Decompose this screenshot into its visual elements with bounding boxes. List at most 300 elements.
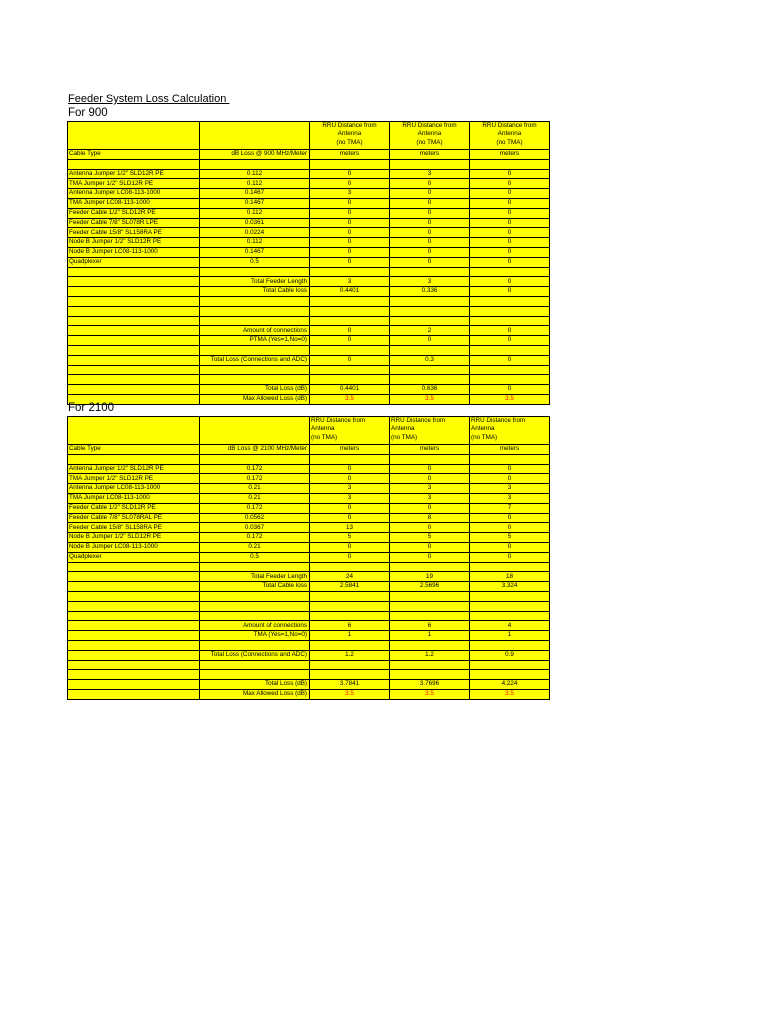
table-row [68, 611, 550, 621]
table-row [68, 189, 550, 199]
value-cell: 3 [470, 484, 550, 494]
value-cell: 0 [470, 247, 550, 257]
table-row [68, 454, 550, 464]
empty-cell [390, 316, 470, 326]
unit-header: meters [470, 445, 550, 455]
table-row [68, 650, 550, 660]
value-cell: 0 [310, 228, 390, 238]
header-line: RRU Distance from [311, 417, 366, 424]
table-row [68, 150, 550, 160]
empty-cell [68, 122, 200, 150]
loss-per-meter-header: dB Loss @ 900 MHz/Meter [200, 150, 310, 160]
row-label: TMA (Yes=1,No=0) [200, 631, 310, 641]
value-cell: 0.3 [390, 355, 470, 365]
empty-cell [68, 355, 200, 365]
empty-cell [310, 454, 390, 464]
value-cell: 5 [390, 533, 470, 543]
cable-name: Antenna Jumper LC08-113-1000 [68, 189, 200, 199]
value-cell: 0 [310, 179, 390, 189]
value-cell: 3.5 [310, 394, 390, 404]
table-row [68, 582, 550, 592]
row-label: Max Allowed Loss (dB) [200, 394, 310, 404]
value-cell: 3 [470, 493, 550, 503]
value-cell: 0 [390, 228, 470, 238]
empty-cell [200, 159, 310, 169]
cable-name: Feeder Cable 1/2" SLD12R PE [68, 503, 200, 513]
empty-cell [470, 454, 550, 464]
table-row [68, 267, 550, 277]
cable-loss: 0.112 [200, 179, 310, 189]
empty-cell [470, 345, 550, 355]
header-line: Antenna [417, 130, 442, 138]
row-label: Total Loss (dB) [200, 385, 310, 395]
table-row [68, 503, 550, 513]
value-cell: 0.336 [390, 287, 470, 297]
cable-name: TMA Jumper 1/2" SLD12R PE [68, 474, 200, 484]
header-line: RRU Distance from [402, 122, 457, 129]
value-cell: 3 [390, 277, 470, 287]
value-cell: 1 [390, 631, 470, 641]
value-cell: 6 [390, 621, 470, 631]
table-row [68, 689, 550, 699]
cable-loss: 0.21 [200, 484, 310, 494]
section-title-2100: For 2100 [68, 402, 115, 414]
empty-cell [390, 670, 470, 680]
unit-header: meters [310, 445, 390, 455]
empty-cell [200, 562, 310, 572]
value-cell: 0 [390, 474, 470, 484]
empty-cell [68, 621, 200, 631]
row-label: Total Cable loss [200, 582, 310, 592]
value-cell: 0 [310, 513, 390, 523]
empty-cell [390, 591, 470, 601]
empty-cell [68, 296, 200, 306]
value-cell: 5 [470, 533, 550, 543]
table-row [68, 228, 550, 238]
empty-cell [390, 306, 470, 316]
value-cell: 0 [470, 523, 550, 533]
value-cell: 0.4401 [310, 385, 390, 395]
value-cell: 3.5 [470, 394, 550, 404]
value-cell: 0 [310, 326, 390, 336]
empty-cell [200, 670, 310, 680]
cable-name: Feeder Cable 7/8" SL078R LPE [68, 218, 200, 228]
empty-cell [68, 277, 200, 287]
table-row [68, 640, 550, 650]
empty-cell [68, 316, 200, 326]
table-row [68, 208, 550, 218]
section-title-900: For 900 [68, 107, 108, 119]
value-cell: 0 [470, 208, 550, 218]
unit-header: meters [390, 150, 470, 160]
value-cell: 1 [470, 631, 550, 641]
column-header [310, 122, 390, 150]
empty-cell [310, 375, 390, 385]
table-row [68, 277, 550, 287]
cable-loss: 0.112 [200, 238, 310, 248]
table-row [68, 159, 550, 169]
value-cell: 24 [310, 572, 390, 582]
value-cell: 0 [470, 169, 550, 179]
table-row [68, 680, 550, 690]
empty-cell [390, 640, 470, 650]
value-cell: 13 [310, 523, 390, 533]
column-header [390, 122, 470, 150]
value-cell: 0 [310, 336, 390, 346]
table-row [68, 474, 550, 484]
empty-cell [68, 591, 200, 601]
value-cell: 0 [470, 552, 550, 562]
value-cell: 0 [310, 542, 390, 552]
empty-cell [68, 417, 200, 445]
value-cell: 3.5 [470, 689, 550, 699]
header-line: (no TMA) [336, 138, 363, 146]
value-cell: 6 [310, 621, 390, 631]
cable-loss: 0.112 [200, 208, 310, 218]
value-cell: 5 [310, 533, 390, 543]
value-cell: 3.324 [470, 582, 550, 592]
empty-cell [470, 562, 550, 572]
empty-cell [68, 454, 200, 464]
table-row [68, 169, 550, 179]
empty-cell [470, 296, 550, 306]
loss-table-900 [67, 121, 550, 405]
value-cell: 0 [470, 198, 550, 208]
value-cell: 0 [390, 336, 470, 346]
value-cell: 0 [310, 247, 390, 257]
table-row [68, 631, 550, 641]
empty-cell [68, 601, 200, 611]
value-cell: 1.2 [390, 650, 470, 660]
table-row [68, 533, 550, 543]
empty-cell [390, 454, 470, 464]
table-row [68, 122, 550, 150]
cable-name: Node B Jumper 1/2" SLD12R PE [68, 533, 200, 543]
value-cell: 0 [390, 523, 470, 533]
empty-cell [200, 640, 310, 650]
unit-header: meters [310, 150, 390, 160]
cable-loss: 0.172 [200, 464, 310, 474]
empty-cell [200, 296, 310, 306]
empty-cell [200, 454, 310, 464]
value-cell: 18 [470, 572, 550, 582]
empty-cell [68, 267, 200, 277]
header-line: (no TMA) [496, 138, 523, 146]
header-line: RRU Distance from [391, 417, 446, 424]
value-cell: 3.7696 [390, 680, 470, 690]
table-row [68, 316, 550, 326]
header-line: Antenna [337, 130, 362, 138]
cable-name: Antenna Jumper 1/2" SLD12R PE [68, 464, 200, 474]
table-row [68, 218, 550, 228]
value-cell: 0 [310, 503, 390, 513]
empty-cell [470, 611, 550, 621]
empty-cell [470, 365, 550, 375]
empty-cell [68, 306, 200, 316]
row-label: Total Cable loss [200, 287, 310, 297]
value-cell: 0 [470, 257, 550, 267]
value-cell: 4 [470, 621, 550, 631]
table-row [68, 179, 550, 189]
empty-cell [310, 159, 390, 169]
cable-loss: 0.1467 [200, 189, 310, 199]
cable-loss: 0.0361 [200, 218, 310, 228]
header-line: Antenna [471, 425, 495, 433]
cable-name: Quadplexer [68, 552, 200, 562]
empty-cell [310, 670, 390, 680]
cable-loss: 0.0562 [200, 513, 310, 523]
value-cell: 0 [470, 189, 550, 199]
empty-cell [200, 660, 310, 670]
value-cell: 0 [470, 238, 550, 248]
cable-loss: 0.0367 [200, 523, 310, 533]
value-cell: 0 [390, 218, 470, 228]
empty-cell [310, 316, 390, 326]
empty-cell [310, 640, 390, 650]
empty-cell [68, 680, 200, 690]
value-cell: 0 [310, 552, 390, 562]
value-cell: 0 [310, 464, 390, 474]
table-row [68, 238, 550, 248]
empty-cell [200, 122, 310, 150]
value-cell: 3.7841 [310, 680, 390, 690]
value-cell: 0 [390, 542, 470, 552]
value-cell: 0 [470, 385, 550, 395]
empty-cell [68, 385, 200, 395]
value-cell: 0 [470, 542, 550, 552]
cable-name: Node B Jumper 1/2" SLD12R PE [68, 238, 200, 248]
row-label: Amount of connections [200, 326, 310, 336]
empty-cell [470, 375, 550, 385]
unit-header: meters [390, 445, 470, 455]
value-cell: 2.5841 [310, 582, 390, 592]
cable-loss: 0.172 [200, 503, 310, 513]
cable-name: Feeder Cable 1/2" SLD12R PE [68, 208, 200, 218]
empty-cell [470, 306, 550, 316]
column-header [470, 122, 550, 150]
empty-cell [470, 159, 550, 169]
header-line: Antenna [497, 130, 522, 138]
table-row [68, 572, 550, 582]
value-cell: 0.636 [390, 385, 470, 395]
value-cell: 2.5696 [390, 582, 470, 592]
table-row [68, 542, 550, 552]
empty-cell [200, 601, 310, 611]
value-cell: 4.224 [470, 680, 550, 690]
empty-cell [390, 660, 470, 670]
value-cell: 3.5 [390, 689, 470, 699]
empty-cell [68, 631, 200, 641]
table-row [68, 385, 550, 395]
empty-cell [390, 159, 470, 169]
value-cell: 0 [470, 464, 550, 474]
value-cell: 0 [390, 189, 470, 199]
value-cell: 8 [390, 513, 470, 523]
table-row [68, 621, 550, 631]
table-row [68, 355, 550, 365]
empty-cell [68, 375, 200, 385]
empty-cell [200, 306, 310, 316]
value-cell: 0 [470, 326, 550, 336]
empty-cell [310, 296, 390, 306]
empty-cell [200, 345, 310, 355]
value-cell: 0 [390, 179, 470, 189]
empty-cell [470, 601, 550, 611]
empty-cell [68, 670, 200, 680]
table-row [68, 365, 550, 375]
unit-header: meters [470, 150, 550, 160]
empty-cell [310, 267, 390, 277]
empty-cell [310, 601, 390, 611]
table-row [68, 198, 550, 208]
table-row [68, 591, 550, 601]
empty-cell [200, 611, 310, 621]
empty-cell [390, 562, 470, 572]
row-label: Total Loss (Connections and ADC) [200, 355, 310, 365]
value-cell: 0 [470, 287, 550, 297]
cable-type-header: Cable Type [68, 150, 200, 160]
column-header [310, 417, 390, 445]
table-row [68, 601, 550, 611]
cable-loss: 0.5 [200, 552, 310, 562]
header-line: (no TMA) [471, 433, 498, 441]
table-row [68, 326, 550, 336]
cable-name: TMA Jumper LC08-113-1000 [68, 198, 200, 208]
value-cell: 0 [310, 474, 390, 484]
table-row [68, 493, 550, 503]
value-cell: 2 [390, 326, 470, 336]
header-line: Antenna [391, 425, 415, 433]
table-row [68, 445, 550, 455]
empty-cell [470, 640, 550, 650]
value-cell: 0 [310, 355, 390, 365]
value-cell: 0 [470, 218, 550, 228]
empty-cell [390, 611, 470, 621]
empty-cell [68, 562, 200, 572]
empty-cell [68, 640, 200, 650]
value-cell: 0 [310, 169, 390, 179]
header-line: (no TMA) [391, 433, 418, 441]
value-cell: 0 [470, 513, 550, 523]
cable-name: Feeder Cable 7/8" SL078RAL PE [68, 513, 200, 523]
empty-cell [200, 267, 310, 277]
document-title: Feeder System Loss Calculation [68, 93, 230, 105]
table-row [68, 484, 550, 494]
value-cell: 0 [390, 208, 470, 218]
value-cell: 3.5 [390, 394, 470, 404]
row-label: Total Feeder Length [200, 572, 310, 582]
value-cell: 7 [470, 503, 550, 513]
table-row [68, 552, 550, 562]
row-label: Total Loss (dB) [200, 680, 310, 690]
empty-cell [68, 336, 200, 346]
empty-cell [390, 375, 470, 385]
column-header [390, 417, 470, 445]
value-cell: 0 [390, 257, 470, 267]
table-row [68, 523, 550, 533]
empty-cell [390, 601, 470, 611]
cable-name: Quadplexer [68, 257, 200, 267]
cable-loss: 0.21 [200, 542, 310, 552]
value-cell: 0.4401 [310, 287, 390, 297]
empty-cell [470, 660, 550, 670]
column-header [470, 417, 550, 445]
header-line: Antenna [311, 425, 335, 433]
cable-type-header: Cable Type [68, 445, 200, 455]
cable-loss: 0.21 [200, 493, 310, 503]
cable-name: Antenna Jumper 1/2" SLD12R PE [68, 169, 200, 179]
value-cell: 3 [390, 169, 470, 179]
empty-cell [68, 287, 200, 297]
header-line: RRU Distance from [322, 122, 377, 129]
empty-cell [68, 689, 200, 699]
empty-cell [68, 582, 200, 592]
value-cell: 0 [390, 238, 470, 248]
loss-per-meter-header: dB Loss @ 2100 MHz/Meter [200, 445, 310, 455]
empty-cell [390, 296, 470, 306]
empty-cell [310, 562, 390, 572]
cable-loss: 0.1467 [200, 247, 310, 257]
table-row [68, 464, 550, 474]
empty-cell [470, 670, 550, 680]
empty-cell [68, 650, 200, 660]
value-cell: 3 [310, 277, 390, 287]
empty-cell [310, 306, 390, 316]
cable-name: Antenna Jumper LC08-113-1000 [68, 484, 200, 494]
table-row [68, 375, 550, 385]
empty-cell [390, 365, 470, 375]
row-label: PTMA (Yes=1,No=0) [200, 336, 310, 346]
value-cell: 3 [310, 493, 390, 503]
cable-name: TMA Jumper LC08-113-1000 [68, 493, 200, 503]
empty-cell [200, 417, 310, 445]
empty-cell [390, 267, 470, 277]
empty-cell [470, 591, 550, 601]
empty-cell [200, 591, 310, 601]
value-cell: 0 [470, 277, 550, 287]
value-cell: 0 [470, 336, 550, 346]
value-cell: 0 [310, 198, 390, 208]
value-cell: 0 [310, 218, 390, 228]
cable-name: Feeder Cable 15/8" SL158RA PE [68, 228, 200, 238]
cable-loss: 0.172 [200, 474, 310, 484]
cable-loss: 0.112 [200, 169, 310, 179]
table-row [68, 257, 550, 267]
cable-name: Feeder Cable 15/8" SL158RA PE [68, 523, 200, 533]
empty-cell [200, 316, 310, 326]
value-cell: 0 [310, 257, 390, 267]
table-row [68, 336, 550, 346]
row-label: Amount of connections [200, 621, 310, 631]
table-row [68, 394, 550, 404]
empty-cell [68, 159, 200, 169]
value-cell: 0.9 [470, 650, 550, 660]
empty-cell [68, 345, 200, 355]
value-cell: 0 [390, 552, 470, 562]
empty-cell [470, 316, 550, 326]
header-line: (no TMA) [416, 138, 443, 146]
cable-loss: 0.0224 [200, 228, 310, 238]
value-cell: 1 [310, 631, 390, 641]
value-cell: 0 [390, 464, 470, 474]
value-cell: 0 [390, 503, 470, 513]
value-cell: 0 [310, 208, 390, 218]
cable-name: TMA Jumper 1/2" SLD12R PE [68, 179, 200, 189]
table-row [68, 660, 550, 670]
header-line: (no TMA) [311, 433, 338, 441]
value-cell: 3 [310, 484, 390, 494]
empty-cell [310, 365, 390, 375]
